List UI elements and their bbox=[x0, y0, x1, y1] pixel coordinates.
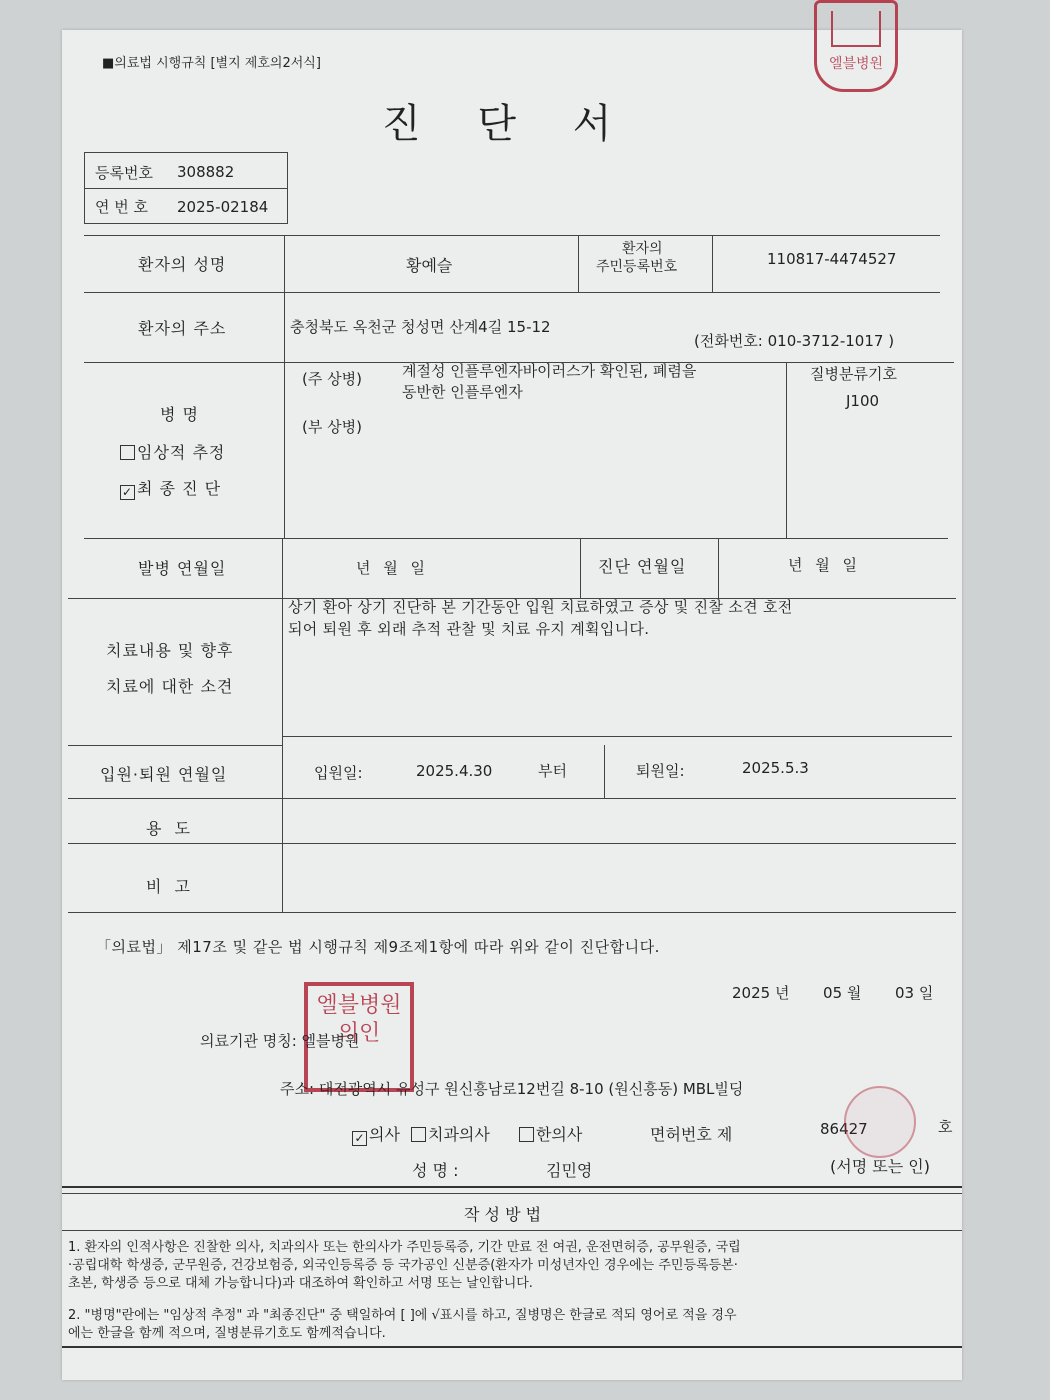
reg-no-value: 308882 bbox=[177, 163, 235, 181]
rrn-label-1: 환자의 bbox=[622, 241, 663, 257]
doctor-name: 김민영 bbox=[546, 1161, 593, 1180]
treatment-label-2: 치료에 대한 소견 bbox=[106, 677, 234, 696]
admission-label: 입원·퇴원 연월일 bbox=[100, 765, 228, 784]
clinical-estimate-option bbox=[120, 440, 225, 463]
clinical-estimate-label: 임상적 추정 bbox=[137, 443, 226, 462]
institution-name-row bbox=[200, 1030, 360, 1051]
final-diagnosis-label: 최 종 진 단 bbox=[137, 479, 222, 498]
instruction-2-line-2: 에는 한글을 함께 적으며, 질병분류기호도 함께적습니다. bbox=[68, 1326, 386, 1341]
disease-code-value: J100 bbox=[846, 392, 880, 410]
diagnosis-date-value: 년 월 일 bbox=[788, 556, 858, 574]
document-title: 진 단 서 bbox=[382, 101, 634, 147]
usage-label: 용 도 bbox=[146, 819, 191, 838]
institution-name: 엘블병원 bbox=[301, 1032, 360, 1050]
instructions-title: 작 성 방 법 bbox=[464, 1205, 542, 1224]
oriental-doctor-checkbox[interactable] bbox=[519, 1127, 534, 1142]
license-label: 면허번호 제 bbox=[650, 1125, 733, 1144]
corner-stamp-text: 엘블병원 bbox=[828, 56, 884, 72]
clinical-estimate-checkbox[interactable] bbox=[120, 445, 135, 460]
instruction-1-line-3: 초본, 학생증 등으로 대체 가능합니다)과 대조하여 확인하고 서명 또는 날인합니다. bbox=[68, 1276, 533, 1291]
admission-out-label: 퇴원일: bbox=[636, 762, 685, 780]
treatment-label-1: 치료내용 및 향후 bbox=[106, 641, 234, 660]
admission-out-date: 2025.5.3 bbox=[742, 759, 809, 777]
admission-from: 부터 bbox=[538, 762, 567, 780]
onset-date-label: 발병 연월일 bbox=[138, 559, 227, 578]
institution-address-row bbox=[280, 1078, 743, 1099]
reg-no-label: 등록번호 bbox=[95, 164, 153, 182]
address-value: 충청북도 옥천군 청성면 산계4길 15-12 bbox=[290, 318, 551, 336]
regulation-text: ■의료법 시행규칙 [별지 제호의2서식] bbox=[102, 56, 321, 71]
doctor-checkbox[interactable]: ✓ bbox=[352, 1131, 367, 1146]
sub-disease-label: (부 상병) bbox=[302, 418, 362, 436]
patient-name-label: 환자의 성명 bbox=[138, 255, 227, 274]
issue-month-unit: 월 bbox=[846, 984, 862, 1002]
treatment-text-1: 상기 환아 상기 진단하 본 기간동안 입원 치료하였고 증상 및 진찰 소견 호전 bbox=[288, 598, 793, 616]
onset-date-value: 년 월 일 bbox=[356, 559, 426, 577]
doctor-type-row bbox=[352, 1122, 582, 1146]
main-disease-text-2: 동반한 인플루엔자 bbox=[402, 383, 523, 401]
admission-in-date: 2025.4.30 bbox=[416, 762, 493, 780]
main-disease-label: (주 상병) bbox=[302, 370, 362, 388]
disease-code-label: 질병분류기호 bbox=[810, 365, 897, 383]
serial-value: 2025-02184 bbox=[177, 198, 269, 216]
issue-day: 03 bbox=[894, 984, 915, 1002]
address-label: 환자의 주소 bbox=[138, 319, 227, 338]
certificate-paper bbox=[62, 30, 962, 1380]
patient-name-value: 황예슬 bbox=[406, 256, 453, 275]
signature-label: (서명 또는 인) bbox=[830, 1157, 930, 1176]
final-diagnosis-option bbox=[120, 476, 221, 500]
license-suffix: 호 bbox=[938, 1118, 953, 1136]
final-diagnosis-checkbox[interactable]: ✓ bbox=[121, 485, 134, 499]
registration-box bbox=[84, 152, 288, 224]
institution-address: 대전광역시 유성구 원신흥남로12번길 8-10 (원신흥동) MBL빌딩 bbox=[318, 1080, 744, 1098]
rrn-label-2: 주민등록번호 bbox=[596, 259, 678, 275]
phone-value: (전화번호: 010-3712-1017 ) bbox=[694, 332, 895, 350]
issue-year-unit: 년 bbox=[774, 984, 790, 1002]
admission-in-label: 입원일: bbox=[314, 764, 363, 782]
doctor-name-label: 성 명 : bbox=[412, 1161, 459, 1180]
dentist-checkbox[interactable] bbox=[411, 1127, 426, 1142]
corner-hospital-stamp bbox=[814, 0, 898, 92]
main-disease-text-1: 계절성 인플루엔자바이러스가 확인된, 폐렴을 bbox=[402, 362, 697, 380]
remarks-label: 비 고 bbox=[146, 877, 191, 896]
diagnosis-date-label: 진단 연월일 bbox=[598, 557, 687, 576]
doctor-label: 의사 bbox=[369, 1125, 400, 1144]
oriental-doctor-label: 한의사 bbox=[535, 1125, 583, 1144]
statement-text: 「의료법」 제17조 및 같은 법 시행규칙 제9조제1항에 따라 위와 같이 진단합니다. bbox=[96, 938, 660, 956]
instruction-1-line-1: 1. 환자의 인적사항은 진찰한 의사, 치과의사 또는 한의사가 주민등록증, 기간 만료 전 여권, 운전면허증, 공무원증, 국립 bbox=[68, 1240, 741, 1255]
institution-address-label: 주소: bbox=[280, 1080, 315, 1098]
serial-label: 연 번 호 bbox=[95, 198, 149, 216]
treatment-text-2: 되어 퇴원 후 외래 추적 관찰 및 치료 유지 계획입니다. bbox=[288, 620, 650, 638]
rrn-value: 110817-4474527 bbox=[767, 250, 897, 268]
dentist-label: 치과의사 bbox=[428, 1125, 490, 1144]
license-number: 86427 bbox=[820, 1120, 868, 1138]
instruction-1-line-2: ·공립대학 학생증, 군무원증, 건강보험증, 외국인등록증 등 국가공인 신분증(환자가 미성년자인 경우에는 주민등록등본· bbox=[68, 1258, 738, 1273]
hospital-seal-text: 엘블병원의인 bbox=[316, 993, 402, 1046]
issue-month: 05 bbox=[823, 984, 843, 1002]
issue-date bbox=[732, 982, 933, 1003]
doctor-seal bbox=[844, 1086, 916, 1158]
issue-day-unit: 일 bbox=[918, 984, 934, 1002]
issue-year: 2025 bbox=[732, 984, 771, 1002]
diagnosis-label: 병 명 bbox=[160, 405, 199, 424]
institution-name-label: 의료기관 명칭: bbox=[200, 1032, 297, 1050]
instruction-2-line-1: 2. "병명"란에는 "임상적 추정" 과 "최종진단" 중 택일하여 [ ]에 √표시를 하고, 질병명은 한글로 적되 영어로 적을 경우 bbox=[68, 1308, 737, 1323]
